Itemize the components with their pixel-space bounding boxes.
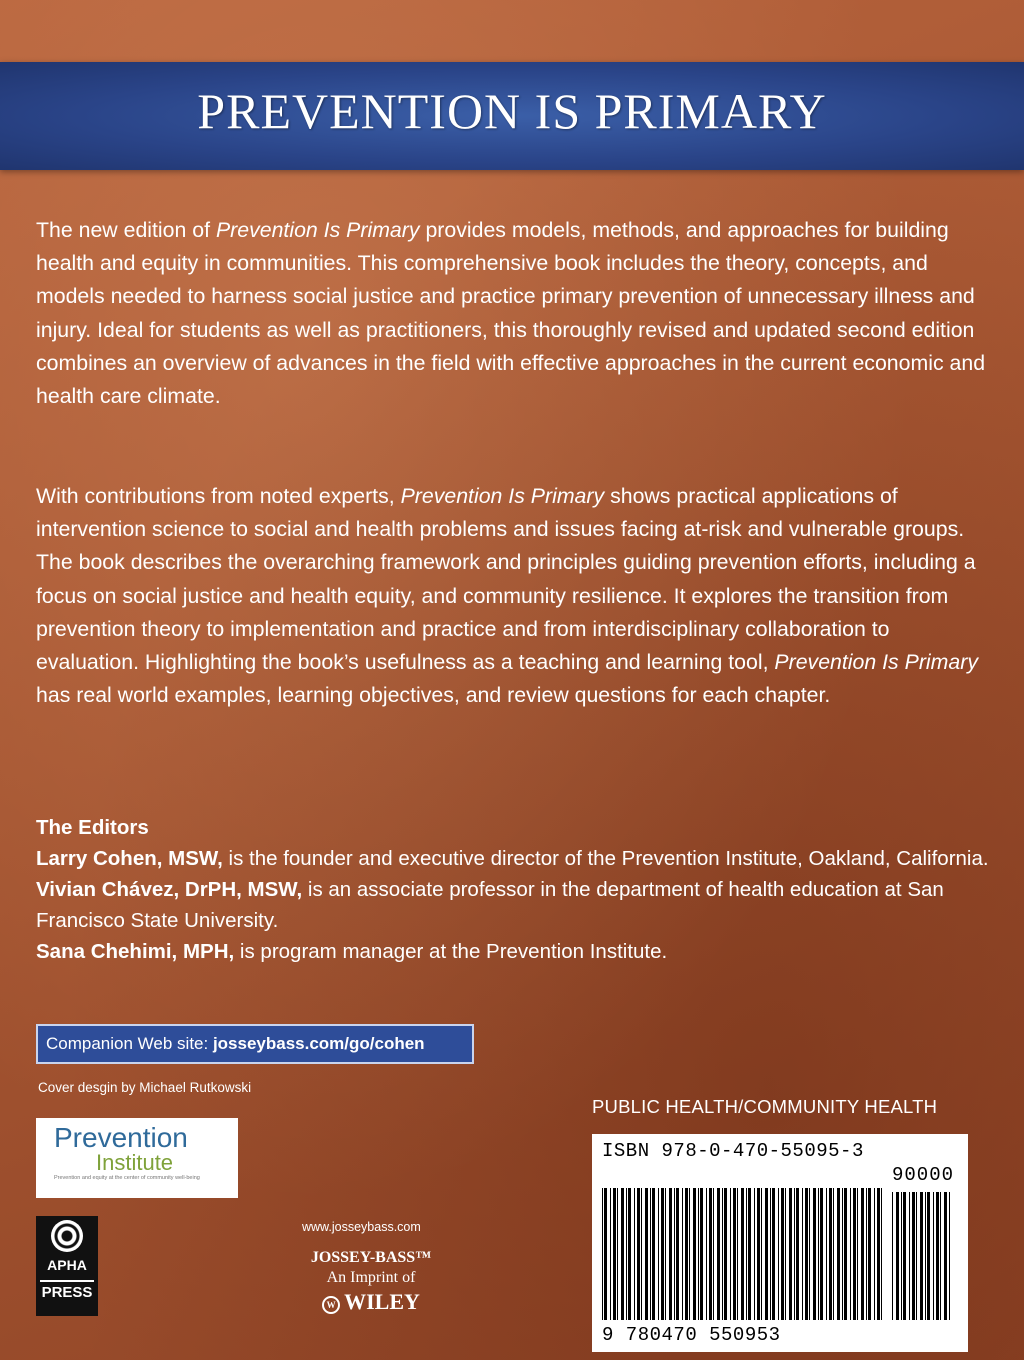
ean-barcode-bars	[602, 1188, 886, 1320]
paragraph-text: shows practical applications of intervention science to social and health problems and issues facing at-risk and vulnerable groups. The book describes the overarching framework and principles guiding prevention efforts, including a focus on social justice and health equity, and community resilience. It explores the transition from prevention theory to implementation and practice and from interdisciplinary collaboration to evaluation. Highlighting the book’s usefulness as a teaching and learning tool,	[36, 484, 976, 675]
book-title: PREVENTION IS PRIMARY	[197, 83, 827, 139]
isbn-number: ISBN 978-0-470-55095-3	[602, 1140, 864, 1162]
title-banner	[0, 62, 1024, 170]
price-barcode-bars	[892, 1192, 952, 1320]
editor-name: Sana Chehimi, MPH,	[36, 940, 235, 963]
publisher-parent	[300, 1288, 442, 1316]
barcode-digits: 9 780470 550953	[602, 1324, 781, 1346]
publisher-logo	[300, 1248, 442, 1316]
book-title-italic: Prevention Is Primary	[774, 650, 978, 675]
prevention-institute-logo	[36, 1118, 238, 1198]
companion-website-bar	[36, 1024, 474, 1064]
editor-description: is the founder and executive director of the Prevention Institute, Oakland, California.	[222, 847, 989, 870]
book-title-italic: Prevention Is Primary	[400, 484, 605, 508]
editor-description: is an associate professor in the department of health education at San Francisco State University.	[36, 878, 944, 932]
wiley-mark-icon: W	[322, 1296, 340, 1314]
pi-logo-tagline: Prevention and equity at the center of community well-being	[54, 1175, 200, 1181]
pi-logo-line1: Prevention	[54, 1122, 188, 1153]
editor-entry	[36, 874, 996, 936]
editors-section	[36, 812, 996, 967]
publisher-name: JOSSEY-BASS™	[310, 1249, 432, 1266]
paragraph-text: With contributions from noted experts,	[36, 484, 401, 508]
paragraph-text: The new edition of	[36, 218, 216, 242]
apha-logo-top: APHA	[47, 1257, 87, 1273]
companion-label: Companion Web site:	[46, 1034, 213, 1053]
editor-entry	[36, 936, 996, 967]
book-title-italic: Prevention Is Primary	[215, 218, 420, 242]
paragraph-text: provides models, methods, and approaches for building health and equity in communities. This comprehensive book includes the theory, concepts, and models needed to harness social justice and practice primary prevention of unnecessary illness and injury. Ideal for students as well as practitioners, this thoroughly revised and updated second edition combines an overview of advances in the field with effective approaches in the current economic and health care climate.	[36, 218, 986, 409]
paragraph-text: has real world examples, learning objectives, and review questions for each chapter.	[36, 683, 831, 708]
isbn-barcode	[592, 1134, 968, 1352]
publisher-imprint: An Imprint of	[326, 1269, 416, 1286]
subject-category: PUBLIC HEALTH/COMMUNITY HEALTH	[592, 1096, 938, 1117]
editor-name: Larry Cohen, MSW,	[36, 847, 223, 870]
cover-design-credit: Cover desgin by Michael Rutkowski	[38, 1080, 252, 1095]
publisher-url: www.josseybass.com	[302, 1220, 421, 1234]
companion-url: josseybass.com/go/cohen	[212, 1034, 425, 1053]
editor-description: is program manager at the Prevention Institute.	[234, 940, 668, 963]
editor-name: Vivian Chávez, DrPH, MSW,	[36, 878, 303, 901]
description-paragraph-1	[36, 214, 986, 413]
description-paragraph-2	[36, 480, 986, 712]
apha-emblem-icon	[51, 1220, 83, 1252]
editors-heading: The Editors	[36, 816, 149, 839]
pi-logo-line2: Institute	[96, 1150, 174, 1175]
publisher-parent-name: WILEY	[344, 1289, 420, 1314]
price-code: 90000	[891, 1164, 954, 1186]
editor-entry	[36, 843, 996, 874]
apha-press-logo	[36, 1216, 98, 1316]
apha-logo-bottom: PRESS	[40, 1280, 94, 1304]
